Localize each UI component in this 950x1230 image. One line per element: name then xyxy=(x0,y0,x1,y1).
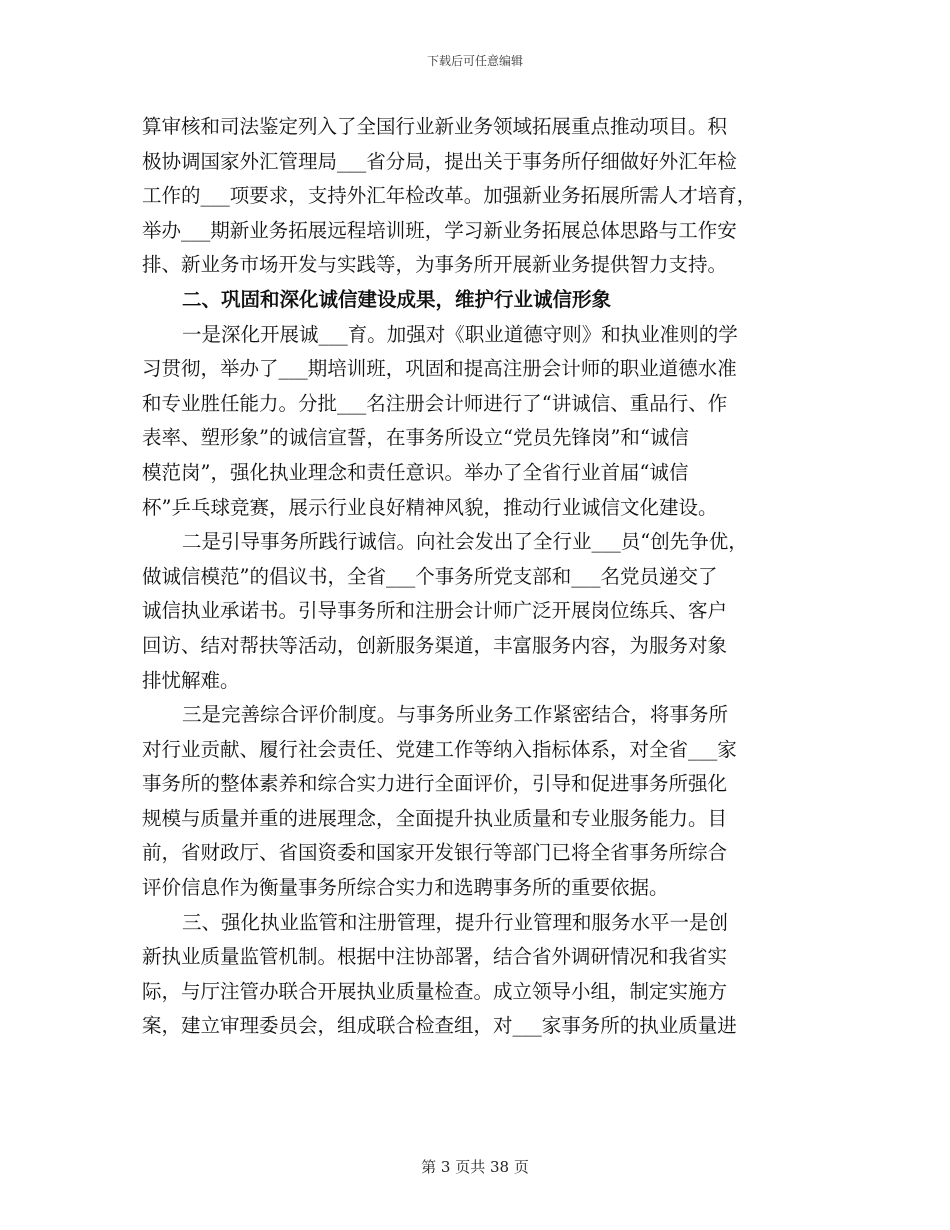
body-line: 杯”乒乓球竞赛，展示行业良好精神风貌，推动行业诚信文化建设。 xyxy=(142,495,718,519)
body-line: 和专业胜任能力。分批___名注册会计师进行了“讲诚信、重品行、作 xyxy=(142,391,728,415)
body-line: 模范岗”，强化执业理念和责任意识。举办了全省行业首届“诚信 xyxy=(142,460,689,484)
body-line: 习贯彻，举办了___期培训班，巩固和提高注册会计师的职业道德水准 xyxy=(142,357,737,381)
body-line: 规模与质量并重的进展理念，全面提升执业质量和专业服务能力。目 xyxy=(142,806,728,830)
body-line: 新执业质量监管机制。根据中注协部署，结合省外调研情况和我省实 xyxy=(142,945,728,969)
body-line: 际，与厅注管办联合开展执业质量检查。成立领导小组，制定实施方 xyxy=(142,979,728,1003)
section-heading: 三、强化执业监管和注册管理，提升行业管理和服务水平一是创 xyxy=(182,910,729,934)
body-line: 排忧解难。 xyxy=(142,668,240,692)
body-line: 三是完善综合评价制度。与事务所业务工作紧密结合，将事务所 xyxy=(182,703,729,727)
page-header: 下载后可任意编辑 xyxy=(426,54,523,68)
body-line: 排、新业务市场开发与实践等，为事务所开展新业务提供智力支持。 xyxy=(142,253,728,277)
body-line: 二是引导事务所践行诚信。向社会发出了全行业___员“创先争优， xyxy=(182,530,748,554)
body-line: 一是深化开展诚___育。加强对《职业道德守则》和执业准则的学 xyxy=(182,322,738,346)
body-line: 表率、塑形象”的诚信宣誓，在事务所设立“党员先锋岗”和“诚信 xyxy=(142,426,689,450)
body-line: 前，省财政厅、省国资委和国家开发银行等部门已将全省事务所综合 xyxy=(142,841,728,865)
body-line: 诚信执业承诺书。引导事务所和注册会计师广泛开展岗位练兵、客户 xyxy=(142,599,728,623)
section-heading: 二、巩固和深化诚信建设成果，维护行业诚信形象 xyxy=(182,287,612,311)
body-line: 事务所的整体素养和综合实力进行全面评价，引导和促进事务所强化 xyxy=(142,772,728,796)
body-line: 举办___期新业务拓展远程培训班，学习新业务拓展总体思路与工作安 xyxy=(142,218,737,242)
document-body xyxy=(142,110,822,1044)
body-line: 案，建立审理委员会，组成联合检查组，对___家事务所的执业质量进 xyxy=(142,1014,737,1038)
body-line: 做诚信模范”的倡议书，全省___个事务所党支部和___名党员递交了 xyxy=(142,564,718,588)
body-line: 回访、结对帮扶等活动，创新服务渠道，丰富服务内容，为服务对象 xyxy=(142,633,728,657)
body-line: 工作的___项要求，支持外汇年检改革。加强新业务拓展所需人才培育， xyxy=(142,184,757,208)
body-line: 算审核和司法鉴定列入了全国行业新业务领域拓展重点推动项目。积 xyxy=(142,115,728,138)
body-line: 极协调国家外汇管理局___省分局，提出关于事务所仔细做好外汇年检 xyxy=(142,149,737,173)
body-line: 评价信息作为衡量事务所综合实力和选聘事务所的重要依据。 xyxy=(142,876,669,900)
body-line: 对行业贡献、履行社会责任、党建工作等纳入指标体系，对全省___家 xyxy=(142,737,737,761)
page-footer: 第 3 页共 38 页 xyxy=(421,1158,529,1176)
